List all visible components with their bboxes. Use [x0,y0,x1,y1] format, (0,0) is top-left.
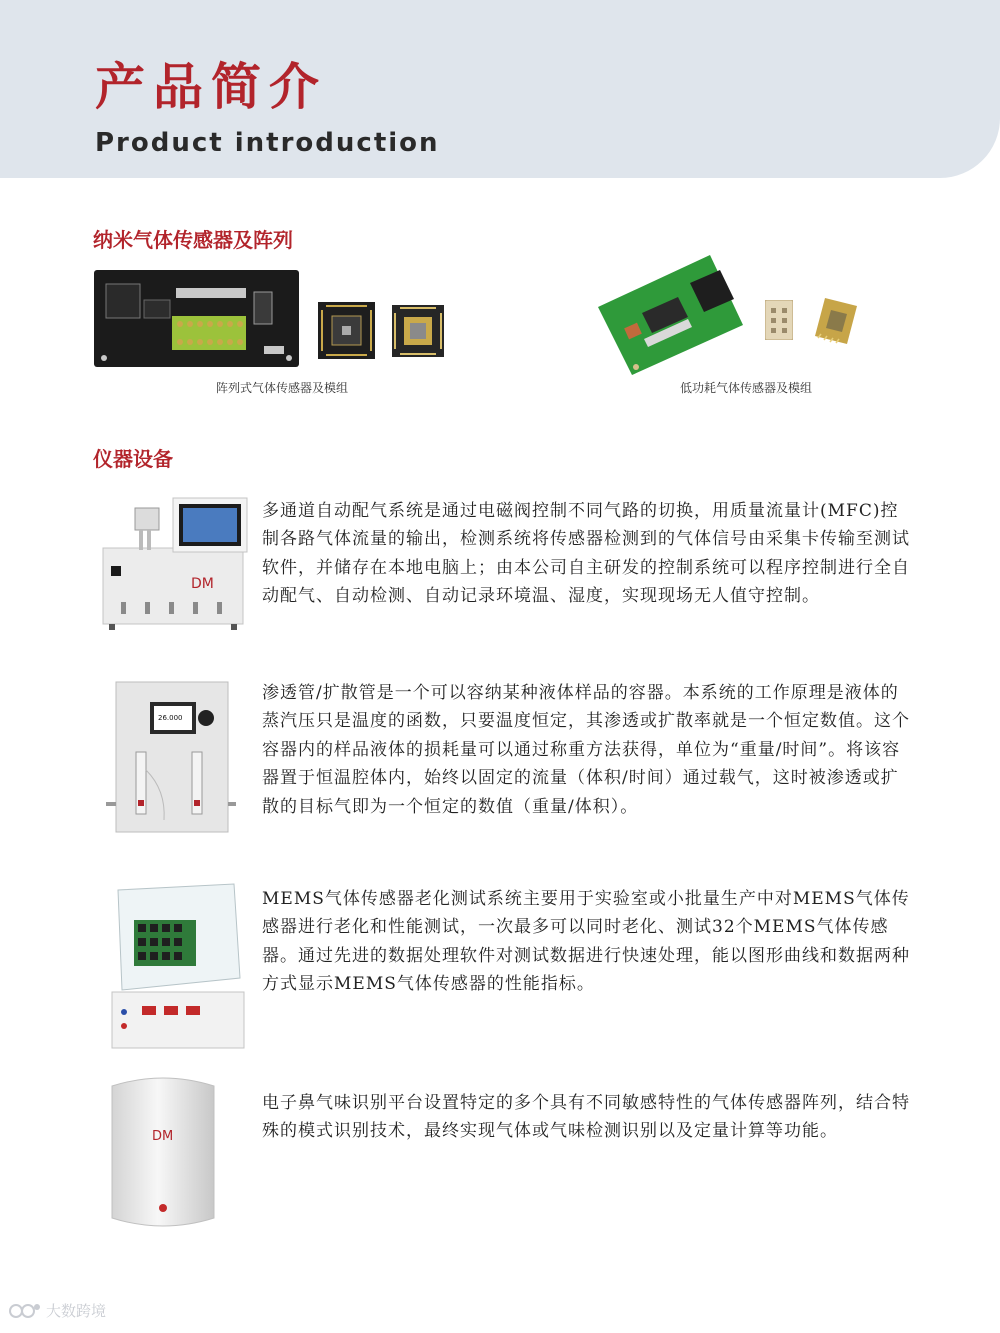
brand-logo-icon [8,1301,42,1321]
description-electronic-nose: 电子鼻气味识别平台设置特定的多个具有不同敏感特性的气体传感器阵列，结合特殊的模式识别技术，最终实现气体或气味检测识别以及定量计算等功能。 [262,1093,910,1142]
page-title: 产品简介 [95,58,327,116]
temperature-readout: 26.000 [158,714,183,722]
svg-text:DM: DM [191,576,214,592]
caption-low-power-sensor: 低功耗气体传感器及模组 [680,381,813,395]
mems-aging-test-system-image [108,882,248,1052]
electronic-nose-image [108,1072,218,1230]
watermark [8,1300,106,1321]
low-power-sensor-board-image [598,255,743,375]
sensor-chip-image [318,302,375,359]
mems-sensor-image [765,300,793,340]
sensor-chip-image [392,305,444,357]
section-heading-sensors: 纳米气体传感器及阵列 [93,228,293,252]
description-permeation-tube: 渗透管/扩散管是一个可以容纳某种液体样品的容器。本系统的工作原理是液体的蒸汽压只是温度的函数，只要温度恒定，其渗透或扩散率就是一个恒定数值。这个容器内的样品液体的损耗量可以通过称重方法获得，单位为“重量/时间”。将该容器置于恒温腔体内，始终以固定的流量（体积/时间）通过载气，这时被渗透或扩散的目标气即为一个恒定的数值（重量/体积）。 [262,683,910,817]
watermark-text: 大数跨境 [46,1302,107,1320]
permeation-tube-system-image [106,680,236,840]
svg-text:DM: DM [152,1129,174,1144]
caption-array-sensor: 阵列式气体传感器及模组 [216,381,349,395]
gas-distribution-system-image [95,496,255,633]
page-subtitle: Product introduction [95,128,440,158]
array-sensor-board-image [94,270,299,367]
mems-sensor-image [815,298,857,344]
description-gas-distribution: 多通道自动配气系统是通过电磁阀控制不同气路的切换，用质量流量计(MFC)控制各路气体流量的输出，检测系统将传感器检测到的气体信号由采集卡传输至测试软件，并储存在本地电脑上；由本公司自主研发的控制系统可以程序控制进行全自动配气、自动检测、自动记录环境温、湿度，实现现场无人值守控制。 [262,501,910,607]
description-mems-aging: MEMS气体传感器老化测试系统主要用于实验室或小批量生产中对MEMS气体传感器进行老化和性能测试，一次最多可以同时老化、测试32个MEMS气体传感器。通过先进的数据处理软件对测试数据进行快速处理，能以图形曲线和数据两种方式显示MEMS气体传感器的性能指标。 [262,889,910,995]
section-heading-instruments: 仪器设备 [93,447,173,471]
